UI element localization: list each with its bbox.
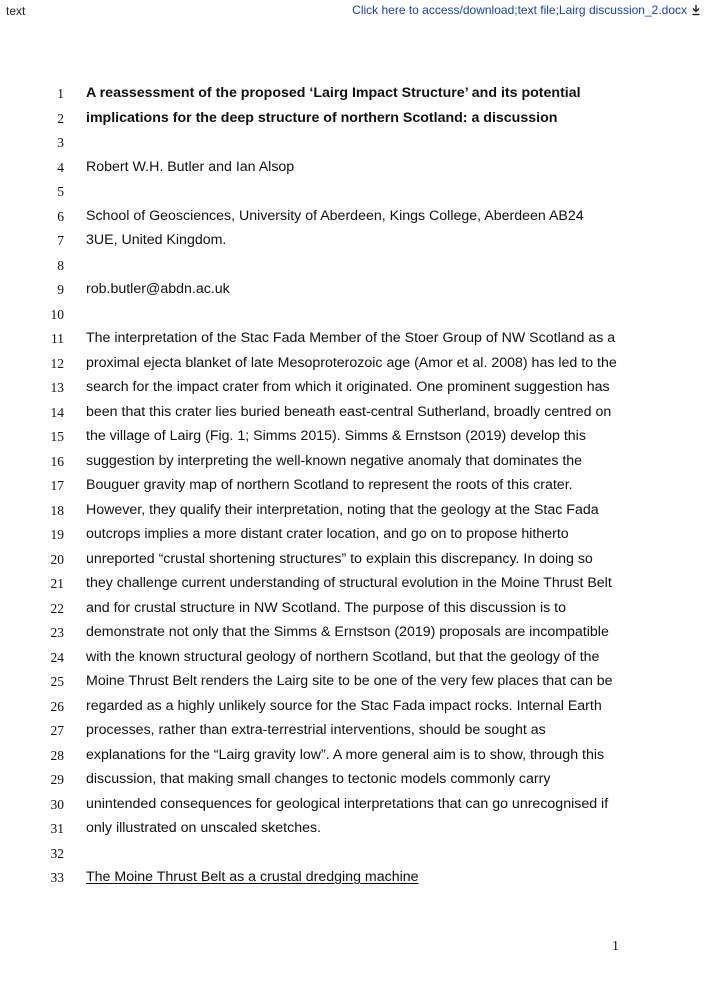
line-number: 23: [50, 625, 64, 640]
download-icon[interactable]: [691, 4, 701, 16]
document-line: [0, 746, 707, 771]
line-number: 12: [50, 355, 64, 371]
document-line: [0, 231, 707, 256]
line-text: been that this crater lies buried beneath east-central Sutherland, broadly centred on: [86, 403, 612, 420]
line-text: The interpretation of the Stac Fada Member of the Stoer Group of NW Scotland as a: [86, 330, 616, 346]
line-number: 32: [50, 845, 64, 861]
line-text: suggestion by interpreting the well-known negative anomaly that dominates the: [86, 452, 583, 469]
document-line: [0, 476, 707, 501]
document-line: [0, 133, 707, 158]
document-line: [0, 158, 707, 183]
line-number: 20: [50, 551, 64, 567]
line-text: discussion, that making small changes to tectonic models commonly carry: [86, 771, 551, 787]
line-number: 13: [50, 380, 64, 395]
document-title-line: implications for the deep structure of northern Scotland: a discussion: [86, 109, 558, 126]
document-line: [0, 207, 707, 232]
download-link-text[interactable]: Click here to access/download;text file;Lairg discussion_2.docx: [352, 3, 687, 17]
document-line: [0, 452, 707, 477]
document-line: [0, 550, 707, 575]
document-line: [0, 574, 707, 599]
download-link[interactable]: [352, 3, 701, 17]
line-number: 8: [57, 257, 64, 273]
line-text: regarded as a highly unlikely source for the Stac Fada impact rocks. Internal Earth: [86, 697, 602, 714]
line-number: 10: [50, 306, 64, 322]
document-title-line: A reassessment of the proposed ‘Lairg Impact Structure’ and its potential: [86, 85, 581, 101]
document-line: [0, 501, 707, 526]
document-line: [0, 182, 707, 207]
document-line: [0, 378, 707, 403]
document-line: [0, 721, 707, 746]
line-text: proximal ejecta blanket of late Mesoproterozoic age (Amor et al. 2008) has led to the: [86, 354, 617, 371]
line-text: unreported “crustal shortening structures” to explain this discrepancy. In doing so: [86, 550, 593, 567]
document-line: [0, 697, 707, 722]
document-line: [0, 256, 707, 281]
line-number: 2: [57, 110, 64, 126]
line-number: 7: [57, 233, 64, 248]
line-number: 9: [57, 282, 64, 297]
line-number: 11: [51, 331, 64, 346]
line-number: 29: [50, 772, 64, 787]
line-number: 5: [57, 184, 64, 199]
line-text: rob.butler@abdn.ac.uk: [86, 281, 230, 297]
line-number: 3: [57, 135, 64, 150]
line-number: 24: [50, 649, 64, 665]
document-line: [0, 672, 707, 697]
line-number: 27: [50, 723, 64, 738]
line-text: only illustrated on unscaled sketches.: [86, 820, 322, 836]
line-text: Bouguer gravity map of northern Scotland to represent the roots of this crater.: [86, 477, 573, 493]
document-line: [0, 599, 707, 624]
document-line: [0, 819, 707, 844]
document-line: [0, 648, 707, 673]
line-number: 18: [50, 502, 64, 518]
line-number: 19: [50, 527, 64, 542]
document-line: [0, 403, 707, 428]
line-number: 16: [50, 453, 64, 469]
line-text: explanations for the “Lairg gravity low”. A more general aim is to show, through this: [86, 746, 605, 763]
line-text: 3UE, United Kingdom.: [86, 232, 227, 248]
line-text: and for crustal structure in NW Scotland. The purpose of this discussion is to: [86, 599, 566, 616]
document-line: [0, 770, 707, 795]
document-line: [0, 427, 707, 452]
document-line: [0, 844, 707, 869]
line-number: 17: [50, 478, 64, 493]
line-number: 28: [50, 747, 64, 763]
line-number: 1: [57, 86, 64, 101]
line-text: processes, rather than extra-terrestrial interventions, should be sought as: [86, 722, 546, 738]
document-line: [0, 525, 707, 550]
line-text: unintended consequences for geological interpretations that can go unrecognised if: [86, 795, 609, 812]
line-number: 31: [50, 821, 64, 836]
page-number: 1: [612, 939, 619, 954]
document-line: [0, 280, 707, 305]
line-number: 30: [50, 796, 64, 812]
line-number: 21: [50, 576, 64, 591]
line-number: 26: [50, 698, 64, 714]
line-text: search for the impact crater from which it originated. One prominent suggestion has: [86, 379, 610, 395]
document-line: [0, 354, 707, 379]
line-text: with the known structural geology of northern Scotland, but that the geology of the: [86, 648, 600, 665]
line-number: 15: [50, 429, 64, 444]
line-text: However, they qualify their interpretation, noting that the geology at the Stac Fada: [86, 501, 599, 518]
line-number: 22: [50, 600, 64, 616]
line-number: 33: [50, 870, 64, 885]
document-line: [0, 868, 707, 893]
line-text: Moine Thrust Belt renders the Lairg site to be one of the very few places that can be: [86, 673, 613, 689]
line-number: 6: [57, 208, 64, 224]
line-number: 4: [57, 159, 64, 175]
document-type-label: text: [6, 4, 26, 18]
document-line: [0, 305, 707, 330]
document-line: [0, 109, 707, 134]
line-text: Robert W.H. Butler and Ian Alsop: [86, 158, 295, 175]
document-line: [0, 795, 707, 820]
line-text: they challenge current understanding of structural evolution in the Moine Thrust Belt: [86, 575, 612, 591]
line-text: School of Geosciences, University of Aberdeen, Kings College, Aberdeen AB24: [86, 207, 584, 224]
line-text: outcrops implies a more distant crater location, and go on to propose hitherto: [86, 526, 569, 542]
line-text: the village of Lairg (Fig. 1; Simms 2015). Simms & Ernstson (2019) develop this: [86, 428, 586, 444]
document-line: [0, 329, 707, 354]
document-line: [0, 623, 707, 648]
document-line: [0, 84, 707, 109]
line-text: demonstrate not only that the Simms & Ernstson (2019) proposals are incompatible: [86, 624, 609, 640]
section-heading: The Moine Thrust Belt as a crustal dredging machine: [86, 869, 419, 885]
line-number: 14: [50, 404, 64, 420]
line-number: 25: [50, 674, 64, 689]
